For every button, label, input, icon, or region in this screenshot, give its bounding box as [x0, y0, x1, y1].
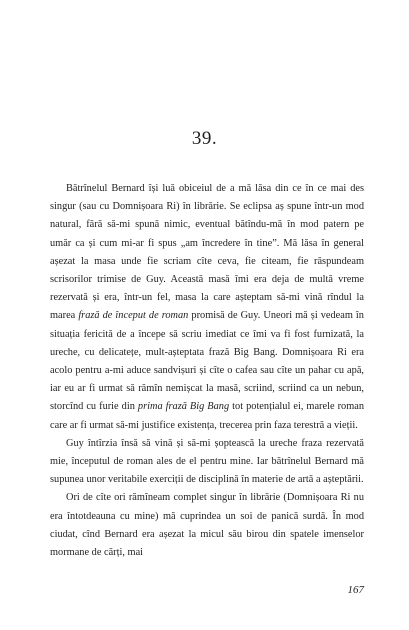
chapter-number: 39. — [191, 128, 218, 149]
text-run: tot potențialul ei, marele roman care ar fi urmat să-mi justifice existența, trecerea prin faza terestră a vieții. — [50, 401, 364, 431]
text-run: promisă de Guy. Uneori mă și vedeam în situația fericită de a începe să scriu imediat ce îmi va fi fost furnizată, la ureche, cu delicatețe, mult-așteptata frază Big Bang. Domnișoara Ri era acolo pentru a-mi aduce sandvișuri și cîte o cafea sau cîte un pahar cu apă, iar eu ar fi urmat să rămîn nemișcat la masă, scriind, scriind ca un nebun, storcînd cu furie din — [50, 310, 364, 413]
paragraph — [50, 435, 364, 490]
text-run: Ori de cîte ori rămîneam complet singur în librărie (Domnișoara Ri nu era întotdeauna cu mine) mă cuprindea un soi de panică surdă. În mod ciudat, cînd Bernard era așezat la micul său birou din spatele imenselor mormane de cărți, mai — [50, 492, 364, 559]
italic-text-run: prima frază Big Bang — [137, 401, 230, 413]
paragraph — [50, 180, 364, 435]
body-text — [50, 180, 364, 562]
italic-text-run: frază de început de roman — [78, 310, 189, 322]
page-number: 167 — [347, 584, 364, 596]
paragraph — [50, 489, 364, 562]
text-run: Guy întîrzia însă să vină și să-mi șoptească la ureche fraza rezervată mie, începutul de roman ales de el pentru mine. Iar bătrînelul Bernard mă supunea unor veritabile exerciții de disciplină în materie de artă a așteptării. — [50, 437, 364, 486]
text-run: Bătrînelul Bernard își luă obiceiul de a mă lăsa din ce în ce mai des singur (sau cu Domnișoara Ri) în librărie. Se eclipsa aș spune într-un mod natural, fără să-mi spună nimic, eventual bătîndu-mă în mod patern pe umăr ca și cum mi-ar fi spus „am încredere în tine”. Mă lăsa în general așezat la masa unde fie scriam cîte ceva, fie citeam, fie răspundeam scrisorilor trimise de Guy. Această masă îmi era deja de multă vreme rezervată și era, într-un fel, masa la care așteptam să-mi vină rîndul la marea — [50, 183, 364, 322]
